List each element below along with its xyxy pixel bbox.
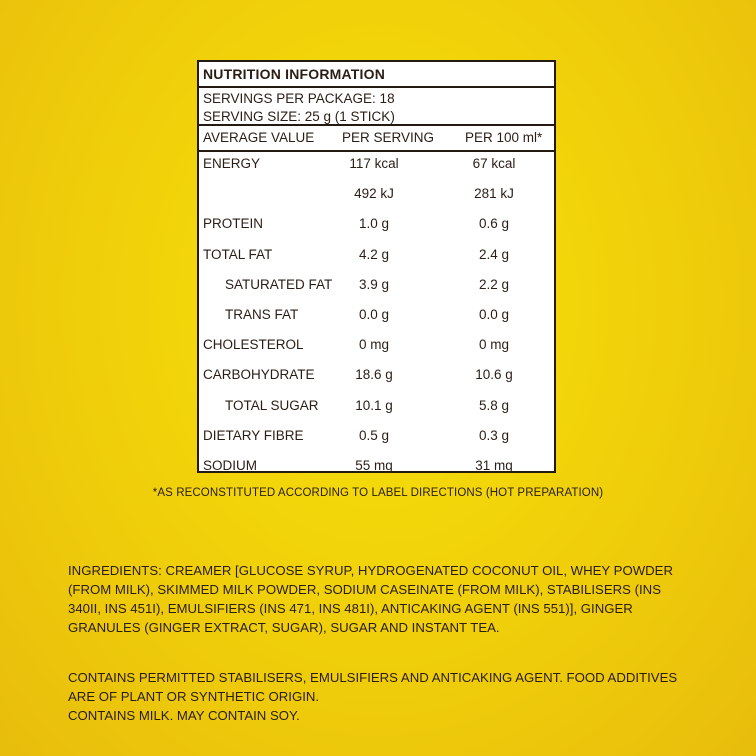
table-row: [199, 182, 554, 212]
nutrient-name: TOTAL FAT: [203, 246, 273, 262]
nutrient-name: SATURATED FAT: [225, 276, 333, 292]
table-row: [199, 333, 554, 363]
per-serving-value: 10.1 g: [355, 397, 393, 413]
header-per-serving: PER SERVING: [342, 130, 435, 145]
per-100ml-value: 0 mg: [478, 337, 509, 353]
table-row: [199, 243, 554, 273]
per-serving-value: 117 kcal: [349, 156, 399, 171]
per-100ml-value: 67 kcal: [472, 156, 516, 171]
nutrition-rows: [199, 152, 554, 484]
per-serving-value: 18.6 g: [355, 367, 393, 383]
per-100ml-value: 2.4 g: [478, 246, 510, 262]
nutrition-panel: [197, 60, 556, 473]
nutrient-name: PROTEIN: [203, 216, 264, 232]
table-row: [199, 394, 554, 424]
per-100ml-value: 10.6 g: [475, 367, 513, 383]
per-serving-value: 492 kJ: [354, 186, 394, 202]
header-average-value: AVERAGE VALUE: [203, 130, 315, 145]
per-serving-value: 0.5 g: [358, 427, 390, 443]
per-serving-value: 0.0 g: [358, 306, 390, 322]
nutrient-name: CHOLESTEROL: [203, 337, 304, 353]
footnote: *AS RECONSTITUTED ACCORDING TO LABEL DIRECTIONS (HOT PREPARATION): [152, 487, 604, 499]
per-serving-value: 55 mg: [355, 457, 393, 473]
header-per-100ml: PER 100 ml*: [465, 130, 543, 145]
per-serving-value: 4.2 g: [358, 246, 390, 262]
table-row: [199, 303, 554, 333]
per-serving-value: 3.9 g: [358, 276, 390, 292]
per-100ml-value: 2.2 g: [478, 276, 510, 292]
ingredients-text: INGREDIENTS: CREAMER [GLUCOSE SYRUP, HYDROGENATED COCONUT OIL, WHEY POWDER (FROM MILK), SKIMMED MILK POWDER, SODIUM CASEINATE (FROM MILK), STABILISERS (INS 340II, INS 451I), EMULSIFIERS (INS 471, INS 481I), ANTICAKING AGENT (INS 551)], GINGER GRANULES (GINGER EXTRACT, SUGAR), SUGAR AND INSTANT TEA.: [68, 563, 673, 635]
per-100ml-value: 0.6 g: [478, 216, 510, 232]
table-header: [199, 126, 554, 152]
contains-block: [68, 668, 688, 725]
table-row: [199, 152, 554, 182]
serving-info: [199, 88, 554, 126]
nutrient-name: ENERGY: [203, 156, 261, 171]
table-row: [199, 363, 554, 393]
per-serving-value: 0 mg: [358, 337, 389, 353]
nutrient-name: DIETARY FIBRE: [203, 427, 304, 443]
nutrition-title: NUTRITION INFORMATION: [199, 62, 554, 88]
table-row: [199, 212, 554, 242]
allergen-statement: CONTAINS MILK. MAY CONTAIN SOY.: [68, 708, 300, 723]
nutrient-name: CARBOHYDRATE: [203, 367, 315, 383]
per-100ml-value: 281 kJ: [474, 186, 514, 202]
per-100ml-value: 5.8 g: [478, 397, 510, 413]
nutrient-name: TRANS FAT: [225, 306, 299, 322]
table-row: [199, 454, 554, 484]
additives-statement: CONTAINS PERMITTED STABILISERS, EMULSIFIERS AND ANTICAKING AGENT. FOOD ADDITIVES ARE OF PLANT OR SYNTHETIC ORIGIN.: [68, 670, 678, 704]
per-100ml-value: 31 mg: [475, 457, 513, 473]
per-serving-value: 1.0 g: [358, 216, 390, 232]
per-100ml-value: 0.3 g: [478, 427, 510, 443]
nutrient-name: TOTAL SUGAR: [225, 397, 319, 413]
serving-size: SERVING SIZE: 25 g (1 STICK): [203, 109, 395, 124]
nutrient-name: SODIUM: [203, 457, 257, 473]
servings-per-package: SERVINGS PER PACKAGE: 18: [203, 91, 395, 106]
table-row: [199, 424, 554, 454]
table-row: [199, 273, 554, 303]
per-100ml-value: 0.0 g: [478, 306, 510, 322]
